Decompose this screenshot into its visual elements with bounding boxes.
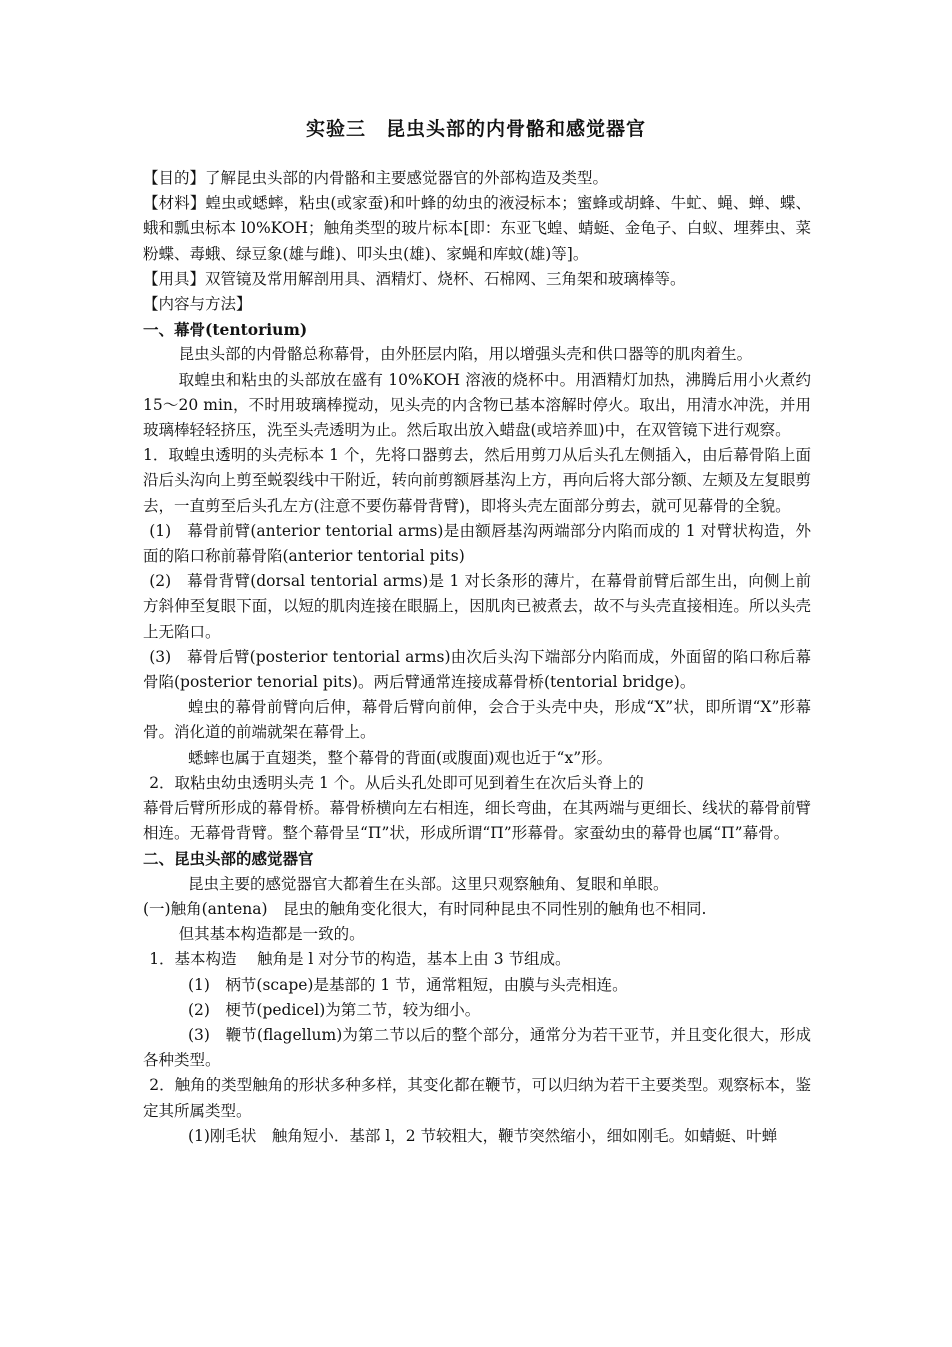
paragraph: (1) 柄节(scape)是基部的 1 节，通常粗短，由膜与头壳相连。: [187, 975, 628, 994]
paragraph: 1．取蝗虫透明的头壳标本 1 个，先将口器剪去，然后用剪刀从后头孔左侧插入，由后幕骨陷上面沿后头沟向上剪至蜕裂线中干附近，转向前剪额唇基沟上方，再向后将大部分额、左颊及左复眼剪去，一直剪至后头孔左方(注意不要伤幕骨背臂)，即将头壳左面部分剪去，就可见幕骨的全貌。: [143, 446, 811, 515]
paragraph: (一)触角(antena) 昆虫的触角变化很大，有时同种昆虫不同性别的触角也不相同.: [143, 899, 707, 918]
heading-tentorium: 一、幕骨(tentorium): [143, 320, 308, 340]
paragraph: (1) 幕骨前臂(anterior tentorial arms)是由额唇基沟两端部分内陷而成的 1 对臂状构造，外面的陷口称前幕骨陷(anterior tentorial pits): [143, 521, 811, 566]
paragraph: (2) 梗节(pedicel)为第二节，较为细小。: [187, 1000, 481, 1019]
document-body: [143, 166, 811, 1149]
section-content-methods: 【内容与方法】: [143, 295, 252, 314]
paragraph: 幕骨后臂所形成的幕骨桥。幕骨桥横向左右相连，细长弯曲，在其两端与更细长、线状的幕骨前臂相连。无幕骨背臂。整个幕骨呈“Π”状，形成所谓“Π”形幕骨。家蚕幼虫的幕骨也属“Π”幕骨。: [143, 799, 811, 843]
paragraph: (1)刚毛状 触角短小．基部 l，2 节较粗大，鞭节突然缩小，细如刚毛。如蜻蜓、叶蝉: [187, 1126, 778, 1145]
paragraph: 昆虫头部的内骨骼总称幕骨，由外胚层内陷，用以增强头壳和供口器等的肌肉着生。: [178, 345, 753, 364]
paragraph: (3) 鞭节(flagellum)为第二节以后的整个部分，通常分为若干亚节，并且变化很大，形成各种类型。: [143, 1025, 811, 1070]
paragraph: 蟋蟀也属于直翅类，整个幕骨的背面(或腹面)观也近于“x”形。: [187, 748, 613, 767]
paragraph: 2．触角的类型触角的形状多种多样，其变化都在鞭节，可以归纳为若干主要类型。观察标本，鉴定其所属类型。: [143, 1076, 811, 1120]
paragraph: 蝗虫的幕骨前臂向后伸，幕骨后臂向前伸，会合于头壳中央，形成“X”状，即所谓“X”形幕骨。消化道的前端就架在幕骨上。: [143, 698, 811, 742]
paragraph: 1．基本构造 触角是 l 对分节的构造，基本上由 3 节组成。: [149, 950, 571, 969]
paragraph: 但其基本构造都是一致的。: [178, 925, 365, 944]
paragraph: 2．取粘虫幼虫透明头壳 1 个。从后头孔处即可见到着生在次后头脊上的: [149, 773, 644, 792]
paragraph: (2) 幕骨背臂(dorsal tentorial arms)是 1 对长条形的薄片，在幕骨前臂后部生出，向侧上前方斜伸至复眼下面，以短的肌肉连接在眼膈上，因肌肉已被煮去，故不与头壳直接相连。所以头壳上无陷口。: [143, 572, 811, 641]
section-purpose: 【目的】了解昆虫头部的内骨骼和主要感觉器官的外部构造及类型。: [143, 169, 609, 187]
page-title: 实验三 昆虫头部的内骨骼和感觉器官: [305, 118, 646, 140]
section-materials: 【材料】蝗虫或蟋蟀，粘虫(或家蚕)和叶蜂的幼虫的液浸标本；蜜蜂或胡蜂、牛虻、蝇、蝉、蝶、蛾和瓢虫标本 l0%KOH；触角类型的玻片标本[即：东亚飞蝗、蜻蜓、金龟子、白蚁、埋葬虫、菜粉蝶、毒蛾、绿豆象(雄与雌)、叩头虫(雄)、家蝇和库蚊(雄)等]。: [143, 194, 811, 263]
paragraph: 昆虫主要的感觉器官大都着生在头部。这里只观察触角、复眼和单眼。: [187, 874, 669, 893]
section-tools: 【用具】双管镜及常用解剖用具、酒精灯、烧杯、石棉网、三角架和玻璃棒等。: [143, 269, 686, 288]
heading-sense-organs: 二、昆虫头部的感觉器官: [143, 849, 314, 869]
paragraph: 取蝗虫和粘虫的头部放在盛有 10%KOH 溶液的烧杯中。用酒精灯加热，沸腾后用小火煮约 15～20 min，不时用玻璃棒搅动，见头壳的内含物已基本溶解时停火。取出，用清水冲洗，并用玻璃棒轻轻挤压，洗至头壳透明为止。然后取出放入蜡盘(或培养皿)中，在双管镜下进行观察。: [143, 370, 811, 440]
paragraph: (3) 幕骨后臂(posterior tentorial arms)由次后头沟下端部分内陷而成，外面留的陷口称后幕骨陷(posterior tenorial pits)。两后臂通常连接成幕骨桥(tentorial bridge)。: [143, 647, 811, 692]
